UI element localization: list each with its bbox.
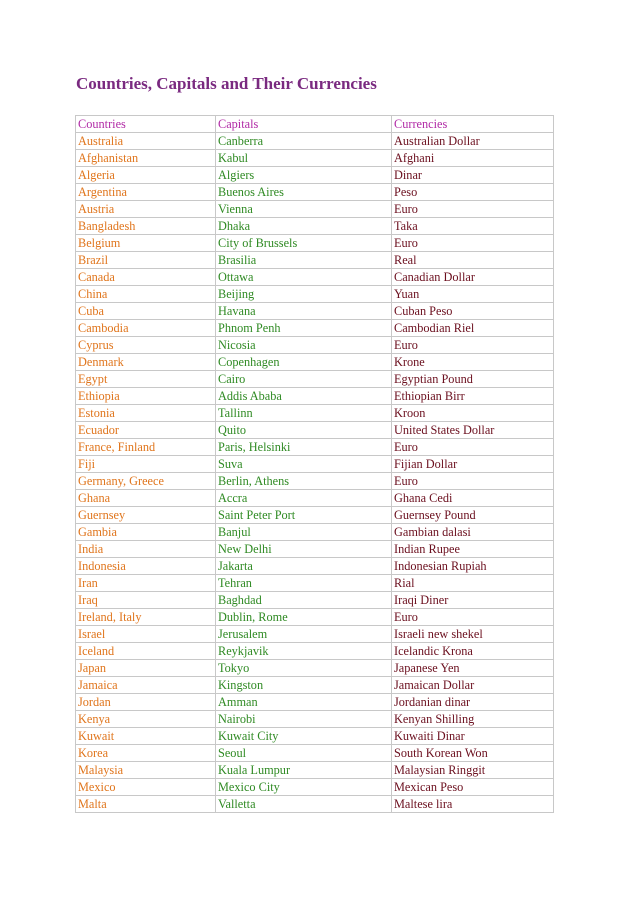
- country-cell: Jamaica: [76, 677, 216, 694]
- currency-cell: Euro: [392, 201, 554, 218]
- capital-cell: Algiers: [216, 167, 392, 184]
- capital-cell: New Delhi: [216, 541, 392, 558]
- currency-cell: Taka: [392, 218, 554, 235]
- table-row: [76, 456, 554, 473]
- currency-cell: Canadian Dollar: [392, 269, 554, 286]
- currency-cell: Euro: [392, 473, 554, 490]
- capital-cell: Jakarta: [216, 558, 392, 575]
- table-row: [76, 779, 554, 796]
- currency-table: [75, 115, 554, 813]
- table-row: [76, 201, 554, 218]
- table-row: [76, 592, 554, 609]
- table-row: [76, 677, 554, 694]
- country-cell: Malaysia: [76, 762, 216, 779]
- header-capitals: Capitals: [216, 116, 392, 133]
- capital-cell: City of Brussels: [216, 235, 392, 252]
- header-currencies: Currencies: [392, 116, 554, 133]
- capital-cell: Jerusalem: [216, 626, 392, 643]
- currency-cell: Maltese lira: [392, 796, 554, 813]
- table-row: [76, 167, 554, 184]
- capital-cell: Dhaka: [216, 218, 392, 235]
- country-cell: Ecuador: [76, 422, 216, 439]
- currency-cell: Euro: [392, 439, 554, 456]
- table-row: [76, 711, 554, 728]
- table-header-row: [76, 116, 554, 133]
- country-cell: Argentina: [76, 184, 216, 201]
- capital-cell: Ottawa: [216, 269, 392, 286]
- capital-cell: Copenhagen: [216, 354, 392, 371]
- capital-cell: Kuwait City: [216, 728, 392, 745]
- country-cell: Kuwait: [76, 728, 216, 745]
- currency-cell: Rial: [392, 575, 554, 592]
- country-cell: Australia: [76, 133, 216, 150]
- capital-cell: Mexico City: [216, 779, 392, 796]
- table-body: [76, 133, 554, 813]
- country-cell: Indonesia: [76, 558, 216, 575]
- capital-cell: Kingston: [216, 677, 392, 694]
- table-row: [76, 728, 554, 745]
- currency-cell: Real: [392, 252, 554, 269]
- table-row: [76, 762, 554, 779]
- currency-cell: Euro: [392, 609, 554, 626]
- country-cell: Canada: [76, 269, 216, 286]
- currency-cell: Afghani: [392, 150, 554, 167]
- capital-cell: Buenos Aires: [216, 184, 392, 201]
- table-row: [76, 235, 554, 252]
- capital-cell: Kabul: [216, 150, 392, 167]
- currency-cell: Euro: [392, 337, 554, 354]
- capital-cell: Nairobi: [216, 711, 392, 728]
- currency-cell: Jamaican Dollar: [392, 677, 554, 694]
- capital-cell: Kuala Lumpur: [216, 762, 392, 779]
- table-row: [76, 490, 554, 507]
- currency-cell: Mexican Peso: [392, 779, 554, 796]
- capital-cell: Phnom Penh: [216, 320, 392, 337]
- header-countries: Countries: [76, 116, 216, 133]
- country-cell: Gambia: [76, 524, 216, 541]
- capital-cell: Tallinn: [216, 405, 392, 422]
- capital-cell: Suva: [216, 456, 392, 473]
- currency-cell: Gambian dalasi: [392, 524, 554, 541]
- currency-cell: Guernsey Pound: [392, 507, 554, 524]
- country-cell: Belgium: [76, 235, 216, 252]
- country-cell: Kenya: [76, 711, 216, 728]
- table-row: [76, 269, 554, 286]
- country-cell: Korea: [76, 745, 216, 762]
- capital-cell: Paris, Helsinki: [216, 439, 392, 456]
- table-row: [76, 133, 554, 150]
- table-row: [76, 405, 554, 422]
- capital-cell: Brasilia: [216, 252, 392, 269]
- table-row: [76, 354, 554, 371]
- country-cell: Cyprus: [76, 337, 216, 354]
- capital-cell: Amman: [216, 694, 392, 711]
- capital-cell: Baghdad: [216, 592, 392, 609]
- table-row: [76, 541, 554, 558]
- country-cell: Ethiopia: [76, 388, 216, 405]
- table-row: [76, 320, 554, 337]
- country-cell: Austria: [76, 201, 216, 218]
- country-cell: Algeria: [76, 167, 216, 184]
- currency-cell: Krone: [392, 354, 554, 371]
- currency-cell: Indonesian Rupiah: [392, 558, 554, 575]
- table-row: [76, 286, 554, 303]
- country-cell: Ireland, Italy: [76, 609, 216, 626]
- capital-cell: Valletta: [216, 796, 392, 813]
- table-row: [76, 252, 554, 269]
- country-cell: China: [76, 286, 216, 303]
- table-row: [76, 745, 554, 762]
- country-cell: Bangladesh: [76, 218, 216, 235]
- table-row: [76, 609, 554, 626]
- currency-cell: Cambodian Riel: [392, 320, 554, 337]
- country-cell: Cambodia: [76, 320, 216, 337]
- capital-cell: Havana: [216, 303, 392, 320]
- currency-cell: Jordanian dinar: [392, 694, 554, 711]
- page-title: Countries, Capitals and Their Currencies: [76, 74, 377, 93]
- currency-cell: Australian Dollar: [392, 133, 554, 150]
- table-row: [76, 524, 554, 541]
- table-row: [76, 507, 554, 524]
- currency-cell: Dinar: [392, 167, 554, 184]
- table-row: [76, 218, 554, 235]
- country-cell: Germany, Greece: [76, 473, 216, 490]
- country-cell: Guernsey: [76, 507, 216, 524]
- capital-cell: Tokyo: [216, 660, 392, 677]
- table-row: [76, 643, 554, 660]
- country-cell: Fiji: [76, 456, 216, 473]
- currency-cell: United States Dollar: [392, 422, 554, 439]
- country-cell: Egypt: [76, 371, 216, 388]
- currency-cell: Icelandic Krona: [392, 643, 554, 660]
- currency-cell: Yuan: [392, 286, 554, 303]
- table-row: [76, 303, 554, 320]
- currency-cell: Kuwaiti Dinar: [392, 728, 554, 745]
- capital-cell: Berlin, Athens: [216, 473, 392, 490]
- capital-cell: Banjul: [216, 524, 392, 541]
- capital-cell: Cairo: [216, 371, 392, 388]
- currency-cell: Malaysian Ringgit: [392, 762, 554, 779]
- country-cell: Malta: [76, 796, 216, 813]
- country-cell: Japan: [76, 660, 216, 677]
- table-row: [76, 388, 554, 405]
- country-cell: Israel: [76, 626, 216, 643]
- country-cell: India: [76, 541, 216, 558]
- table-row: [76, 371, 554, 388]
- table-row: [76, 439, 554, 456]
- country-cell: Denmark: [76, 354, 216, 371]
- capital-cell: Addis Ababa: [216, 388, 392, 405]
- country-cell: Jordan: [76, 694, 216, 711]
- country-cell: Afghanistan: [76, 150, 216, 167]
- currency-cell: Cuban Peso: [392, 303, 554, 320]
- table-row: [76, 337, 554, 354]
- capital-cell: Accra: [216, 490, 392, 507]
- table-row: [76, 796, 554, 813]
- capital-cell: Reykjavik: [216, 643, 392, 660]
- capital-cell: Nicosia: [216, 337, 392, 354]
- currency-cell: Iraqi Diner: [392, 592, 554, 609]
- currency-cell: Euro: [392, 235, 554, 252]
- capital-cell: Tehran: [216, 575, 392, 592]
- country-cell: Mexico: [76, 779, 216, 796]
- capital-cell: Dublin, Rome: [216, 609, 392, 626]
- capital-cell: Saint Peter Port: [216, 507, 392, 524]
- table-row: [76, 184, 554, 201]
- capital-cell: Canberra: [216, 133, 392, 150]
- currency-cell: Fijian Dollar: [392, 456, 554, 473]
- table-row: [76, 422, 554, 439]
- capital-cell: Vienna: [216, 201, 392, 218]
- table-row: [76, 150, 554, 167]
- currency-cell: Egyptian Pound: [392, 371, 554, 388]
- table-row: [76, 660, 554, 677]
- table-row: [76, 694, 554, 711]
- country-cell: France, Finland: [76, 439, 216, 456]
- currency-cell: Ethiopian Birr: [392, 388, 554, 405]
- currency-cell: Ghana Cedi: [392, 490, 554, 507]
- country-cell: Brazil: [76, 252, 216, 269]
- currency-cell: Kroon: [392, 405, 554, 422]
- country-cell: Estonia: [76, 405, 216, 422]
- country-cell: Iraq: [76, 592, 216, 609]
- currency-cell: Israeli new shekel: [392, 626, 554, 643]
- table-row: [76, 575, 554, 592]
- table-row: [76, 558, 554, 575]
- country-cell: Ghana: [76, 490, 216, 507]
- capital-cell: Seoul: [216, 745, 392, 762]
- currency-cell: South Korean Won: [392, 745, 554, 762]
- currency-cell: Kenyan Shilling: [392, 711, 554, 728]
- country-cell: Cuba: [76, 303, 216, 320]
- country-cell: Iran: [76, 575, 216, 592]
- country-cell: Iceland: [76, 643, 216, 660]
- capital-cell: Quito: [216, 422, 392, 439]
- currency-cell: Indian Rupee: [392, 541, 554, 558]
- table-row: [76, 473, 554, 490]
- table-row: [76, 626, 554, 643]
- capital-cell: Beijing: [216, 286, 392, 303]
- currency-cell: Japanese Yen: [392, 660, 554, 677]
- currency-cell: Peso: [392, 184, 554, 201]
